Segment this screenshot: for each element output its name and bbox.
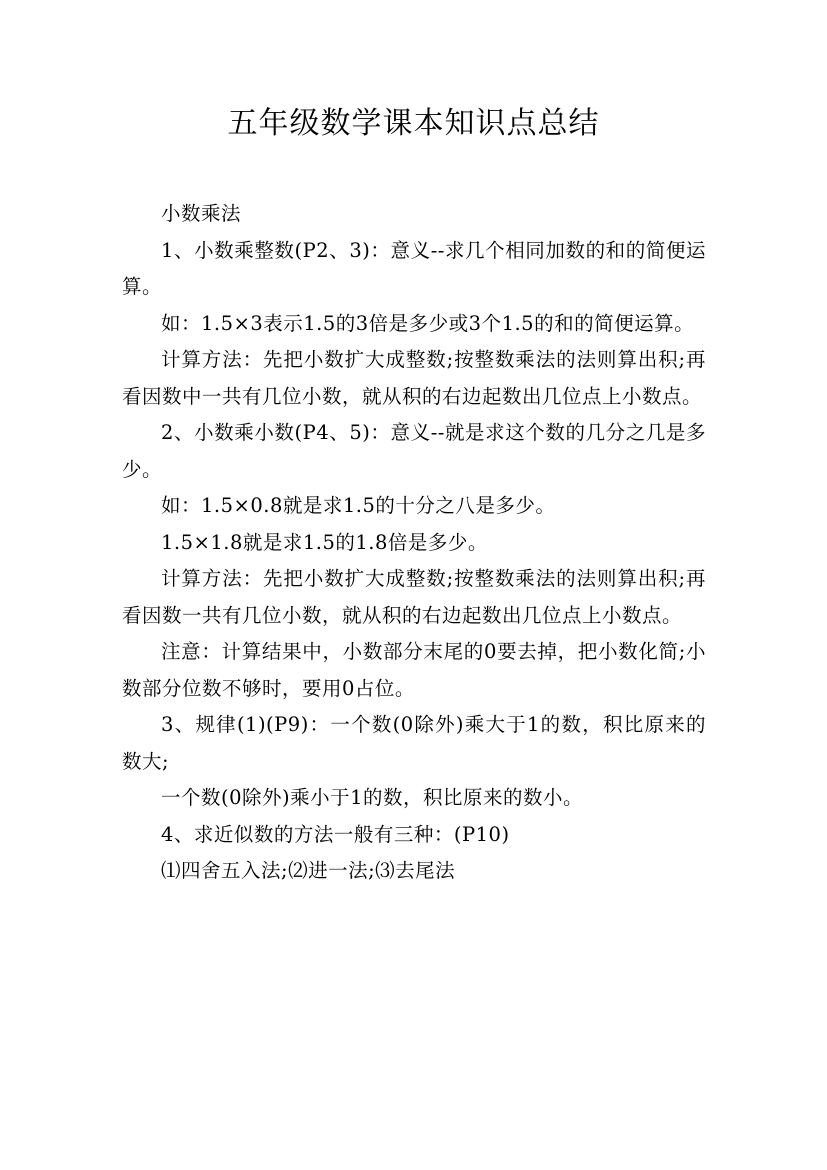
paragraph: 4、求近似数的方法一般有三种：(P10) (161, 822, 510, 846)
document-body (122, 196, 706, 890)
paragraph: ⑴四舍五入法;⑵进一法;⑶去尾法 (161, 859, 456, 882)
paragraph: 如：1.5×0.8就是求1.5的十分之八是多少。 (161, 494, 556, 517)
paragraph: 如：1.5×3表示1.5的3倍是多少或3个1.5的和的简便运算。 (161, 311, 695, 335)
paragraph: 2、小数乘小数(P4、5)：意义--就是求这个数的几分之几是多少。 (122, 421, 706, 481)
paragraph: 1.5×1.8就是求1.5的1.8倍是多少。 (161, 530, 488, 554)
paragraph: 3、规律(1)(P9)：一个数(0除外)乘大于1的数，积比原来的数大; (122, 713, 706, 773)
paragraph: 计算方法：先把小数扩大成整数;按整数乘法的法则算出积;再看因数中一共有几位小数，就从积的右边起数出几位点上小数点。 (122, 348, 706, 408)
paragraph: 注意：计算结果中，小数部分末尾的0要去掉，把小数化简;小数部分位数不够时，要用0占位。 (122, 640, 706, 700)
paragraph: 一个数(0除外)乘小于1的数，积比原来的数小。 (161, 786, 584, 809)
paragraph: 计算方法：先把小数扩大成整数;按整数乘法的法则算出积;再看因数一共有几位小数，就从积的右边起数出几位点上小数点。 (122, 567, 706, 627)
paragraph: 小数乘法 (161, 202, 242, 225)
document-title: 五年级数学课本知识点总结 (227, 106, 600, 141)
paragraph: 1、小数乘整数(P2、3)：意义--求几个相同加数的和的简便运算。 (122, 238, 706, 298)
